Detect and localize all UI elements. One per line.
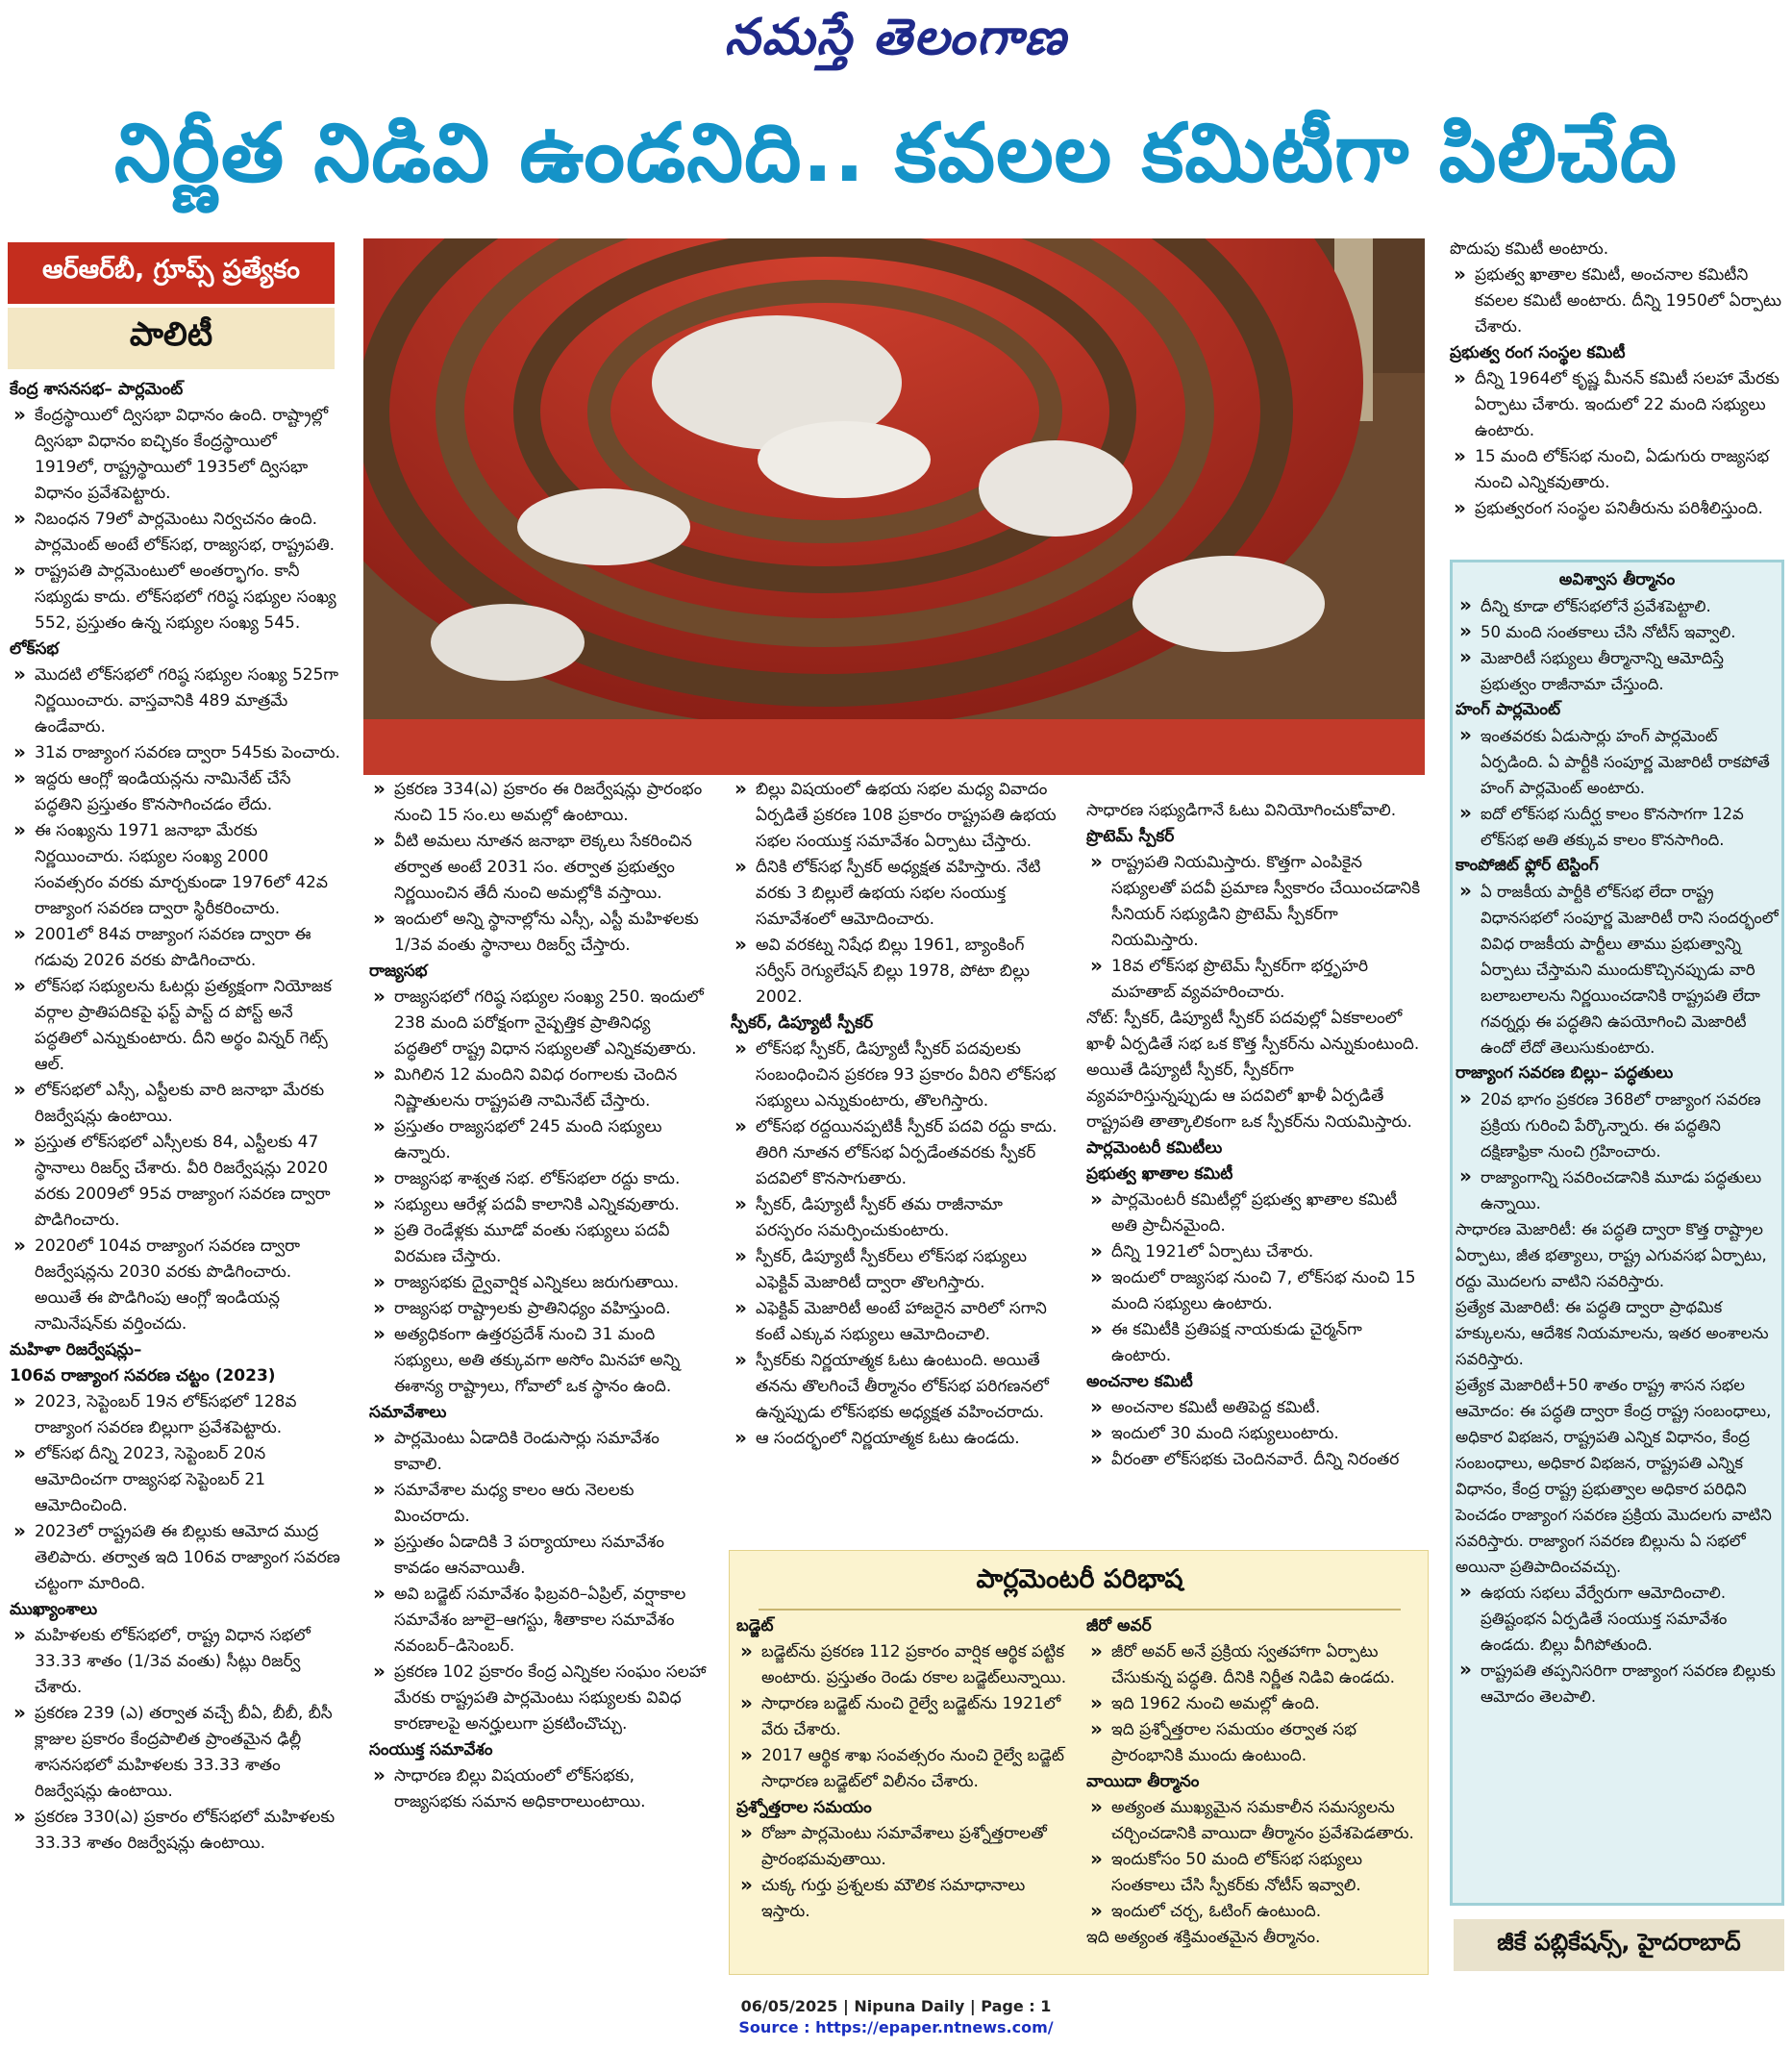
bullet-item: » లోక్‌సభలో ఎస్సీ, ఎస్టీలకు వారి జనాభా మేరకు రిజర్వేషన్లు ఉంటాయి. xyxy=(10,1078,340,1130)
bullet-item: » ఏ రాజకీయ పార్టీకి లోక్‌సభ లేదా రాష్ట్ర విధానసభలో సంపూర్ణ మెజారిటీ రాని సందర్భంలో వివిధ రాజకీయ పార్టీలు తాము ప్రభుత్వాన్ని ఏర్పాటు చేస్తామని ముందుకొచ్చినప్పుడు వారి బలాబలాలను నిర్ణయించడానికి రాష్ట్రపతి లేదా గవర్నర్లు ఈ పద్ధతిని ఉపయోగించి మెజారిటీ ఉందో లేదో తెలుసుకుంటారు. xyxy=(1456,879,1779,1061)
bullet-item: » స్పీకర్‌కు నిర్ణయాత్మక ఓటు ఉంటుంది. అయితే తనను తొలగించే తీర్మానం లోక్‌సభ పరిగణనలో ఉన్నప్పుడు లోక్‌సభకు అధ్యక్షత వహించరాదు. xyxy=(731,1348,1063,1426)
terms-left-column xyxy=(736,1613,1077,1925)
bullet-item: » బడ్జెట్‌ను ప్రకరణ 112 ప్రకారం వార్షిక ఆర్థిక పట్టిక అంటారు. ప్రస్తుతం రెండు రకాల బడ్జెట్‌లున్నాయి. xyxy=(736,1639,1077,1691)
bullet-item: » ఉభయ సభలు వేర్వేరుగా ఆమోదించాలి. ప్రతిష్టంభన ఏర్పడితే సంయుక్త సమావేశం ఉండదు. బిల్లు వీగిపోతుంది. xyxy=(1456,1580,1779,1658)
subheading: స్పీకర్, డిప్యూటీ స్పీకర్ xyxy=(731,1013,874,1033)
bullet-item: » మొదటి లోక్‌సభలో గరిష్ఠ సభ్యుల సంఖ్య 525గా నిర్ణయించారు. వాస్తవానికి 489 మాత్రమే ఉండేవారు. xyxy=(10,662,340,740)
bullet-item: » ప్రభుత్వ ఖాతాల కమిటీ, అంచనాల కమిటీని కవలల కమిటీ అంటారు. దీన్ని 1950లో ఏర్పాటు చేశారు. xyxy=(1450,262,1786,340)
bullet-item: » స్పీకర్, డిప్యూటీ స్పీకర్ తమ రాజీనామా పరస్పరం సమర్పించుకుంటారు. xyxy=(731,1192,1063,1244)
subheading: 106వ రాజ్యాంగ సవరణ చట్టం (2023) xyxy=(10,1366,276,1386)
bullet-item: » వీటి అమలు నూతన జనాభా లెక్కలు సేకరించిన తర్వాత అంటే 2031 సం. తర్వాత ప్రభుత్వం నిర్ణయించిన తేదీ నుంచి అమల్లోకి వస్తాయి. xyxy=(369,829,708,907)
bullet-item: » ఐదో లోక్‌సభ సుదీర్ఘ కాలం కొనసాగగా 12వ లోక్‌సభ అతి తక్కువ కాలం కొనసాగింది. xyxy=(1456,801,1779,853)
bullet-item: » మెజారిటీ సభ్యులు తీర్మానాన్ని ఆమోదిస్తే ప్రభుత్వం రాజీనామా చేస్తుంది. xyxy=(1456,645,1779,697)
column-3 xyxy=(731,777,1063,1452)
bullet-item: » దీన్ని కూడా లోక్‌సభలోనే ప్రవేశపెట్టాలి. xyxy=(1456,593,1779,619)
bullet-item: » రాజ్యసభ రాష్ట్రాలకు ప్రాతినిధ్యం వహిస్తుంది. xyxy=(369,1296,708,1322)
bullet-item: » ప్రస్తుతం ఏడాదికి 3 పర్యాయాలు సమావేశం కావడం ఆనవాయితీ. xyxy=(369,1530,708,1582)
bullet-item: » లోక్‌సభ దీన్ని 2023, సెప్టెంబర్ 20న ఆమోదించగా రాజ్యసభ సెప్టెంబర్ 21 ఆమోదించింది. xyxy=(10,1441,340,1519)
terms-right-column xyxy=(1086,1613,1423,1951)
bullet-item: » 20వ భాగం ప్రకరణ 368లో రాజ్యాంగ సవరణ ప్రక్రియ గురించి పేర్కొన్నారు. ఈ పద్ధతిని దక్షిణాఫ్రికా నుంచి గ్రహించారు. xyxy=(1456,1086,1779,1164)
bullet-item: » 31వ రాజ్యాంగ సవరణ ద్వారా 545కు పెంచారు. xyxy=(10,740,340,766)
bullet-item: » ప్రస్తుత లోక్‌సభలో ఎస్సీలకు 84, ఎస్టీలకు 47 స్థానాలు రిజర్వ్ చేశారు. వీరి రిజర్వేషన్లు 2020 వరకు 2009లో 95వ రాజ్యాంగ సవరణ ద్వారా పొడిగించారు. xyxy=(10,1130,340,1234)
bullet-item: » లోక్‌సభ రద్దయినప్పటికీ స్పీకర్ పదవి రద్దు కాదు. తిరిగి నూతన లోక్‌సభ ఏర్పడేంతవరకు స్పీకర్ పదవిలో కొనసాగుతారు. xyxy=(731,1114,1063,1192)
bullet-item: » 2020లో 104వ రాజ్యాంగ సవరణ ద్వారా రిజర్వేషన్లను 2030 వరకు పొడిగించారు. అయితే ఈ పొడిగింపు ఆంగ్లో ఇండియన్ల నామినేషన్‌కు వర్తించదు. xyxy=(10,1234,340,1337)
bullet-item: » సాధారణ బిల్లు విషయంలో లోక్‌సభకు, రాజ్యసభకు సమాన అధికారాలుంటాయి. xyxy=(369,1763,708,1815)
paragraph: సాధారణ మెజారిటీ: ఈ పద్ధతి ద్వారా కొత్త రాష్ట్రాల ఏర్పాటు, జీత భత్యాలు, రాష్ట్ర ఎగువసభ ఏర్పాటు, రద్దు మొదలగు వాటిని సవరిస్తారు. xyxy=(1456,1220,1767,1290)
bullet-item: » పార్లమెంటు ఏడాదికి రెండుసార్లు సమావేశం కావాలి. xyxy=(369,1426,708,1478)
subheading: ముఖ్యాంశాలు xyxy=(10,1600,98,1619)
page-footer xyxy=(0,1996,1792,2038)
bullet-item: » కేంద్రస్థాయిలో ద్విసభా విధానం ఉంది. రాష్ట్రాల్లో ద్విసభా విధానం ఐచ్ఛికం కేంద్రస్థాయిలో 1919లో, రాష్ట్రస్థాయిలో 1935లో ద్విసభా విధానం ప్రవేశపెట్టారు. xyxy=(10,403,340,507)
subheading: ప్రశ్నోత్తరాల సమయం xyxy=(736,1798,872,1817)
bullet-item: » రోజూ పార్లమెంటు సమావేశాలు ప్రశ్నోత్తరాలతో ప్రారంభమవుతాయి. xyxy=(736,1821,1077,1873)
tag-polity: పాలిటీ xyxy=(8,308,335,369)
bullet-item: » ఇందులో 30 మంది సభ్యులుంటారు. xyxy=(1086,1421,1425,1447)
bullet-item: » ప్రభుత్వరంగ సంస్థల పనితీరును పరిశీలిస్తుంది. xyxy=(1450,496,1786,522)
bullet-item: » ఇందుకోసం 50 మంది లోక్‌సభ సభ్యులు సంతకాలు చేసి స్పీకర్‌కు నోటీస్ ఇవ్వాలి. xyxy=(1086,1847,1423,1899)
publisher-credit: జీకే పబ్లికేషన్స్, హైదరాబాద్ xyxy=(1454,1919,1784,1971)
bullet-item: » ఇందులో చర్చ, ఓటింగ్ ఉంటుంది. xyxy=(1086,1899,1423,1925)
bullet-item: » వీరంతా లోక్‌సభకు చెందినవారే. దీన్ని నిరంతర xyxy=(1086,1447,1425,1473)
bullet-item: » చుక్క గుర్తు ప్రశ్నలకు మౌలిక సమాధానాలు ఇస్తారు. xyxy=(736,1873,1077,1925)
bullet-item: » 15 మంది లోక్‌సభ నుంచి, ఏడుగురు రాజ్యసభ నుంచి ఎన్నికవుతారు. xyxy=(1450,444,1786,496)
bullet-item: » ప్రకరణ 102 ప్రకారం కేంద్ర ఎన్నికల సంఘం సలహా మేరకు రాష్ట్రపతి పార్లమెంటు సభ్యులకు వివిధ కారణాలపై అనర్హులుగా ప్రకటించొచ్చు. xyxy=(369,1660,708,1737)
subheading: ప్రభుత్వ ఖాతాల కమిటీ xyxy=(1086,1164,1233,1184)
bullet-item: » 2017 ఆర్థిక శాఖ సంవత్సరం నుంచి రైల్వే బడ్జెట్ సాధారణ బడ్జెట్‌లో విలీనం చేశారు. xyxy=(736,1743,1077,1795)
bullet-item: » లోక్‌సభ స్పీకర్, డిప్యూటీ స్పీకర్ పదవులకు సంబంధించిన ప్రకరణ 93 ప్రకారం వీరిని లోక్‌సభ సభ్యులు ఎన్నుకుంటారు, తొలగిస్తారు. xyxy=(731,1036,1063,1114)
subheading: రాజ్యాంగ సవరణ బిల్లు– పద్ధతులు xyxy=(1456,1063,1674,1083)
bullet-item: » దీన్ని 1964లో కృష్ణ మీనన్ కమిటీ సలహా మేరకు ఏర్పాటు చేశారు. ఇందులో 22 మంది సభ్యులు ఉంటారు. xyxy=(1450,366,1786,444)
bullet-item: » స్పీకర్, డిప్యూటీ స్పీకర్‌లు లోక్‌సభ సభ్యులు ఎఫెక్టివ్ మెజారిటీ ద్వారా తొలగిస్తారు. xyxy=(731,1244,1063,1296)
masthead-logo: నమస్తే తెలంగాణ xyxy=(724,8,1068,66)
headline: నిర్ణీత నిడివి ఉండనిది.. కవలల కమిటీగా పిలిచేది xyxy=(113,106,1679,200)
bullet-item: » ఇద్దరు ఆంగ్లో ఇండియన్లను నామినేట్ చేసే పద్ధతిని ప్రస్తుతం కొనసాగించడం లేదు. xyxy=(10,766,340,818)
divider xyxy=(759,1609,1401,1611)
bullet-item: » ఎఫెక్టివ్ మెజారిటీ అంటే హాజరైన వారిలో సగాని కంటే ఎక్కువ సభ్యులు ఆమోదించాలి. xyxy=(731,1296,1063,1348)
bullet-item: » అత్యంత ముఖ్యమైన సమకాలీన సమస్యలను చర్చించడానికి వాయిదా తీర్మానం ప్రవేశపెడతారు. xyxy=(1086,1795,1423,1847)
subheading: సంయుక్త సమావేశం xyxy=(369,1740,493,1760)
bullet-item: » ఈ సంఖ్యను 1971 జనాభా మేరకు నిర్ణయించారు. సభ్యుల సంఖ్య 2000 సంవత్సరం వరకు మార్చకుండా 1976లో 42వ రాజ్యాంగ సవరణ ద్వారా స్థిరీకరించారు. xyxy=(10,818,340,922)
subheading: కేంద్ర శాసనసభ– పార్లమెంట్ xyxy=(10,380,184,399)
bullet-item: » మహిళలకు లోక్‌సభలో, రాష్ట్ర విధాన సభలో 33.33 శాతం (1/3వ వంతు) సీట్లు రిజర్వ్ చేశారు. xyxy=(10,1623,340,1701)
bullet-item: » దీనికి లోక్‌సభ స్పీకర్ అధ్యక్షత వహిస్తారు. నేటి వరకు 3 బిల్లులే ఉభయ సభల సంయుక్త సమావేశంలో ఆమోదించారు. xyxy=(731,855,1063,933)
bullet-item: » పార్లమెంటరీ కమిటీల్లో ప్రభుత్వ ఖాతాల కమిటీ అతి ప్రాచీనమైంది. xyxy=(1086,1187,1425,1239)
bullet-item: » రాజ్యసభ శాశ్వత సభ. లోక్‌సభలా రద్దు కాదు. xyxy=(369,1166,708,1192)
bullet-item: » 50 మంది సంతకాలు చేసి నోటీస్ ఇవ్వాలి. xyxy=(1456,619,1779,645)
bullet-item: » ఇందులో రాజ్యసభ నుంచి 7, లోక్‌సభ నుంచి 15 మంది సభ్యులు ఉంటారు. xyxy=(1086,1265,1425,1317)
bullet-item: » అవి బడ్జెట్ సమావేశం ఫిబ్రవరి–ఏప్రిల్, వర్షాకాల సమావేశం జూలై–ఆగస్టు, శీతాకాల సమావేశం నవంబర్–డిసెంబర్. xyxy=(369,1582,708,1660)
bullet-item: » మిగిలిన 12 మందిని వివిధ రంగాలకు చెందిన నిష్ణాతులను రాష్ట్రపతి నామినేట్ చేస్తారు. xyxy=(369,1062,708,1114)
footer-source-link[interactable]: Source : https://epaper.ntnews.com/ xyxy=(738,2018,1054,2036)
bullet-item: » ఈ కమిటీకి ప్రతిపక్ష నాయకుడు చైర్మన్‌గా ఉంటారు. xyxy=(1086,1317,1425,1369)
paragraph: నోట్: స్పీకర్, డిప్యూటీ స్పీకర్ పదవుల్లో ఏకకాలంలో ఖాళీ ఏర్పడితే సభ ఒక కొత్త స్పీకర్‌ను ఎన్నుకుంటుంది. అయితే డిప్యూటీ స్పీకర్, స్పీకర్‌గా వ్యవహరిస్తున్నప్పుడు ఆ పదవిలో ఖాళీ ఏర్పడితే రాష్ట్రపతి తాత్కాలికంగా ఒక స్పీకర్‌ను నియమిస్తారు. xyxy=(1086,1009,1420,1132)
bullet-item: » సాధారణ బడ్జెట్ నుంచి రైల్వే బడ్జెట్‌ను 1921లో వేరు చేశారు. xyxy=(736,1691,1077,1743)
paragraph: ప్రత్యేక మెజారిటీ: ఈ పద్ధతి ద్వారా ప్రాథమిక హక్కులను, ఆదేశిక నియమాలను, ఇతర అంశాలను సవరిస్తారు. xyxy=(1456,1298,1769,1368)
column-1 xyxy=(10,377,340,1857)
bullet-item: » ఇందులో అన్ని స్థానాల్లోను ఎస్సీ, ఎస్టీ మహిళలకు 1/3వ వంతు స్థానాలు రిజర్వ్ చేస్తారు. xyxy=(369,907,708,959)
subheading: సమావేశాలు xyxy=(369,1403,447,1422)
column-2 xyxy=(369,777,708,1815)
bullet-item: » దీన్ని 1921లో ఏర్పాటు చేశారు. xyxy=(1086,1239,1425,1265)
subheading: అంచనాల కమిటీ xyxy=(1086,1372,1193,1391)
bullet-item: » 18వ లోక్‌సభ ప్రొటెమ్ స్పీకర్‌గా భర్తృహరి మహతాబ్ వ్యవహరించారు. xyxy=(1086,954,1425,1006)
column-5 xyxy=(1450,237,1786,522)
bullet-item: » ప్రకరణ 334(ఎ) ప్రకారం ఈ రిజర్వేషన్లు ప్రారంభం నుంచి 15 సం.లు అమల్లో ఉంటాయి. xyxy=(369,777,708,829)
paragraph: పొదుపు కమిటీ అంటారు. xyxy=(1450,239,1609,259)
bullet-item: » అత్యధికంగా ఉత్తరప్రదేశ్ నుంచి 31 మంది సభ్యులు, అతి తక్కువగా అసోం మినహా అన్ని ఈశాన్య రాష్ట్రాలు, గోవాలో ఒక స్థానం ఉంది. xyxy=(369,1322,708,1400)
bullet-item: » జీరో అవర్ అనే ప్రక్రియ స్వతహాగా ఏర్పాటు చేసుకున్న పద్ధతి. దీనికి నిర్ణీత నిడివి ఉండదు. xyxy=(1086,1639,1423,1691)
bullet-item: » ప్రతి రెండేళ్లకు మూడో వంతు సభ్యులు పదవీ విరమణ చేస్తారు. xyxy=(369,1218,708,1270)
bullet-item: » అంచనాల కమిటీ అతిపెద్ద కమిటీ. xyxy=(1086,1395,1425,1421)
paragraph: సాధారణ సభ్యుడిగానే ఓటు వినియోగించుకోవాలి. xyxy=(1086,801,1397,820)
tag-exam-special: ఆర్‌ఆర్‌బీ, గ్రూప్స్ ప్రత్యేకం xyxy=(8,242,335,304)
bullet-item: » రాజ్యసభలో గరిష్ఠ సభ్యుల సంఖ్య 250. ఇందులో 238 మంది పరోక్షంగా నైష్పత్తిక ప్రాతినిధ్య పద్ధతిలో రాష్ట్ర విధాన సభ్యులతో ఎన్నికవుతారు. xyxy=(369,985,708,1062)
bullet-item: » రాజ్యసభకు ద్వైవార్షిక ఎన్నికలు జరుగుతాయి. xyxy=(369,1270,708,1296)
subheading: జీరో అవర్ xyxy=(1086,1616,1152,1636)
bullet-item: » రాజ్యాంగాన్ని సవరించడానికి మూడు పద్ధతులు ఉన్నాయి. xyxy=(1456,1164,1779,1216)
bullet-item: » అవి వరకట్న నిషేధ బిల్లు 1961, బ్యాంకింగ్ సర్వీస్ రెగ్యులేషన్ బిల్లు 1978, పోటా బిల్లు 2002. xyxy=(731,933,1063,1011)
subheading: ప్రొటెమ్ స్పీకర్ xyxy=(1086,827,1175,846)
subheading: రాజ్యసభ xyxy=(369,962,428,981)
bullet-item: » రాష్ట్రపతి తప్పనిసరిగా రాజ్యాంగ సవరణ బిల్లుకు ఆమోదం తెలపాలి. xyxy=(1456,1658,1779,1710)
bullet-item: » బిల్లు విషయంలో ఉభయ సభల మధ్య వివాదం ఏర్పడితే ప్రకరణ 108 ప్రకారం రాష్ట్రపతి ఉభయ సభల సంయుక్త సమావేశం ఏర్పాటు చేస్తారు. xyxy=(731,777,1063,855)
bullet-item: » 2023, సెప్టెంబర్ 19న లోక్‌సభలో 128వ రాజ్యాంగ సవరణ బిల్లుగా ప్రవేశపెట్టారు. xyxy=(10,1389,340,1441)
bullet-item: » రాష్ట్రపతి నియమిస్తారు. కొత్తగా ఎంపికైన సభ్యులతో పదవీ ప్రమాణ స్వీకారం చేయించడానికి సీనియర్ సభ్యుడిని ప్రొటెమ్ స్పీకర్‌గా నియమిస్తారు. xyxy=(1086,850,1425,954)
bullet-item: » రాష్ట్రపతి పార్లమెంటులో అంతర్భాగం. కానీ సభ్యుడు కాదు. లోక్‌సభలో గరిష్ఠ సభ్యుల సంఖ్య 552, ప్రస్తుతం ఉన్న సభ్యుల సంఖ్య 545. xyxy=(10,559,340,637)
bullet-item: » 2001లో 84వ రాజ్యాంగ సవరణ ద్వారా ఈ గడువు 2026 వరకు పొడిగించారు. xyxy=(10,922,340,974)
paragraph: ఇది అత్యంత శక్తిమంతమైన తీర్మానం. xyxy=(1086,1928,1321,1947)
subheading: పార్లమెంటరీ కమిటీలు xyxy=(1086,1138,1223,1158)
subheading: బడ్జెట్ xyxy=(736,1616,774,1636)
parliamentary-terms-title: పార్లమెంటరీ పరిభాష xyxy=(976,1564,1183,1594)
bullet-item: » లోక్‌సభ సభ్యులను ఓటర్లు ప్రత్యక్షంగా నియోజక వర్గాల ప్రాతిపదికపై ఫస్ట్ పాస్ట్ ద పోస్ట్ అనే పద్ధతిలో ఎన్నుకుంటారు. దీని అర్థం విన్నర్ గెట్స్ ఆల్. xyxy=(10,974,340,1078)
bullet-item: » ఇది 1962 నుంచి అమల్లో ఉంది. xyxy=(1086,1691,1423,1717)
subheading: లోక్‌సభ xyxy=(10,639,60,659)
bullet-item: » ఇంతవరకు ఏడుసార్లు హంగ్ పార్లమెంట్ ఏర్పడింది. ఏ పార్టీకి సంపూర్ణ మెజారిటీ రాకపోతే హంగ్ పార్లమెంట్ అంటారు. xyxy=(1456,723,1779,801)
column-4 xyxy=(1086,798,1425,1473)
subheading: కాంపోజిట్ ఫ్లోర్ టెస్టింగ్ xyxy=(1456,856,1599,875)
bullet-item: » నిబంధన 79లో పార్లమెంటు నిర్వచనం ఉంది. పార్లమెంట్ అంటే లోక్‌సభ, రాజ్యసభ, రాష్ట్రపతి. xyxy=(10,507,340,559)
subheading: మహిళా రిజర్వేషన్లు– xyxy=(10,1340,142,1360)
bullet-item: » ప్రస్తుతం రాజ్యసభలో 245 మంది సభ్యులు ఉన్నారు. xyxy=(369,1114,708,1166)
subheading: ప్రభుత్వ రంగ సంస్థల కమిటీ xyxy=(1450,343,1626,362)
subheading: వాయిదా తీర్మానం xyxy=(1086,1772,1200,1791)
subheading: హంగ్ పార్లమెంట్ xyxy=(1456,700,1561,719)
sidebar-box-content xyxy=(1456,567,1779,1710)
paragraph: ప్రత్యేక మెజారిటీ+50 శాతం రాష్ట్ర శాసన సభల ఆమోదం: ఈ పద్ధతి ద్వారా కేంద్ర రాష్ట్ర సంబంధాలు, అధికార విభజన, రాష్ట్రపతి ఎన్నిక విధానం, కేంద్ర సంబంధాలు, అధికార విభజన, రాష్ట్రపతి ఎన్నిక విధానం, కేంద్ర రాష్ట్ర ప్రభుత్వాల అధికార పరిధిని పెంచడం రాజ్యాంగ సవరణ ప్రక్రియ మొదలగు వాటిని సవరిస్తారు. రాజ్యాంగ సవరణ బిల్లును ఏ సభలో అయినా ప్రతిపాదించవచ్చు. xyxy=(1456,1376,1772,1576)
box-heading: అవిశ్వాస తీర్మానం xyxy=(1558,570,1676,589)
bullet-item: » ఆ సందర్భంలో నిర్ణయాత్మక ఓటు ఉండదు. xyxy=(731,1426,1063,1452)
parliament-photo xyxy=(363,238,1425,775)
bullet-item: » సభ్యులు ఆరేళ్ల పదవీ కాలానికి ఎన్నికవుతారు. xyxy=(369,1192,708,1218)
bullet-item: » ప్రకరణ 330(ఎ) ప్రకారం లోక్‌సభలో మహిళలకు 33.33 శాతం రిజర్వేషన్లు ఉంటాయి. xyxy=(10,1805,340,1857)
bullet-item: » 2023లో రాష్ట్రపతి ఈ బిల్లుకు ఆమోద ముద్ర తెలిపారు. తర్వాత ఇది 106వ రాజ్యాంగ సవరణ చట్టంగా మారింది. xyxy=(10,1519,340,1597)
bullet-item: » ప్రకరణ 239 (ఎ) తర్వాత వచ్చే బీఏ, బీబీ, బీసీ క్లాజుల ప్రకారం కేంద్రపాలిత ప్రాంతమైన ఢిల్లీ శాసనసభలో మహిళలకు 33.33 శాతం రిజర్వేషన్లు ఉంటాయి. xyxy=(10,1701,340,1805)
footer-date-line: 06/05/2025 | Nipuna Daily | Page : 1 xyxy=(740,1997,1052,2015)
bullet-item: » ఇది ప్రశ్నోత్తరాల సమయం తర్వాత సభ ప్రారంభానికి ముందు ఉంటుంది. xyxy=(1086,1717,1423,1769)
bullet-item: » సమావేశాల మధ్య కాలం ఆరు నెలలకు మించరాదు. xyxy=(369,1478,708,1530)
